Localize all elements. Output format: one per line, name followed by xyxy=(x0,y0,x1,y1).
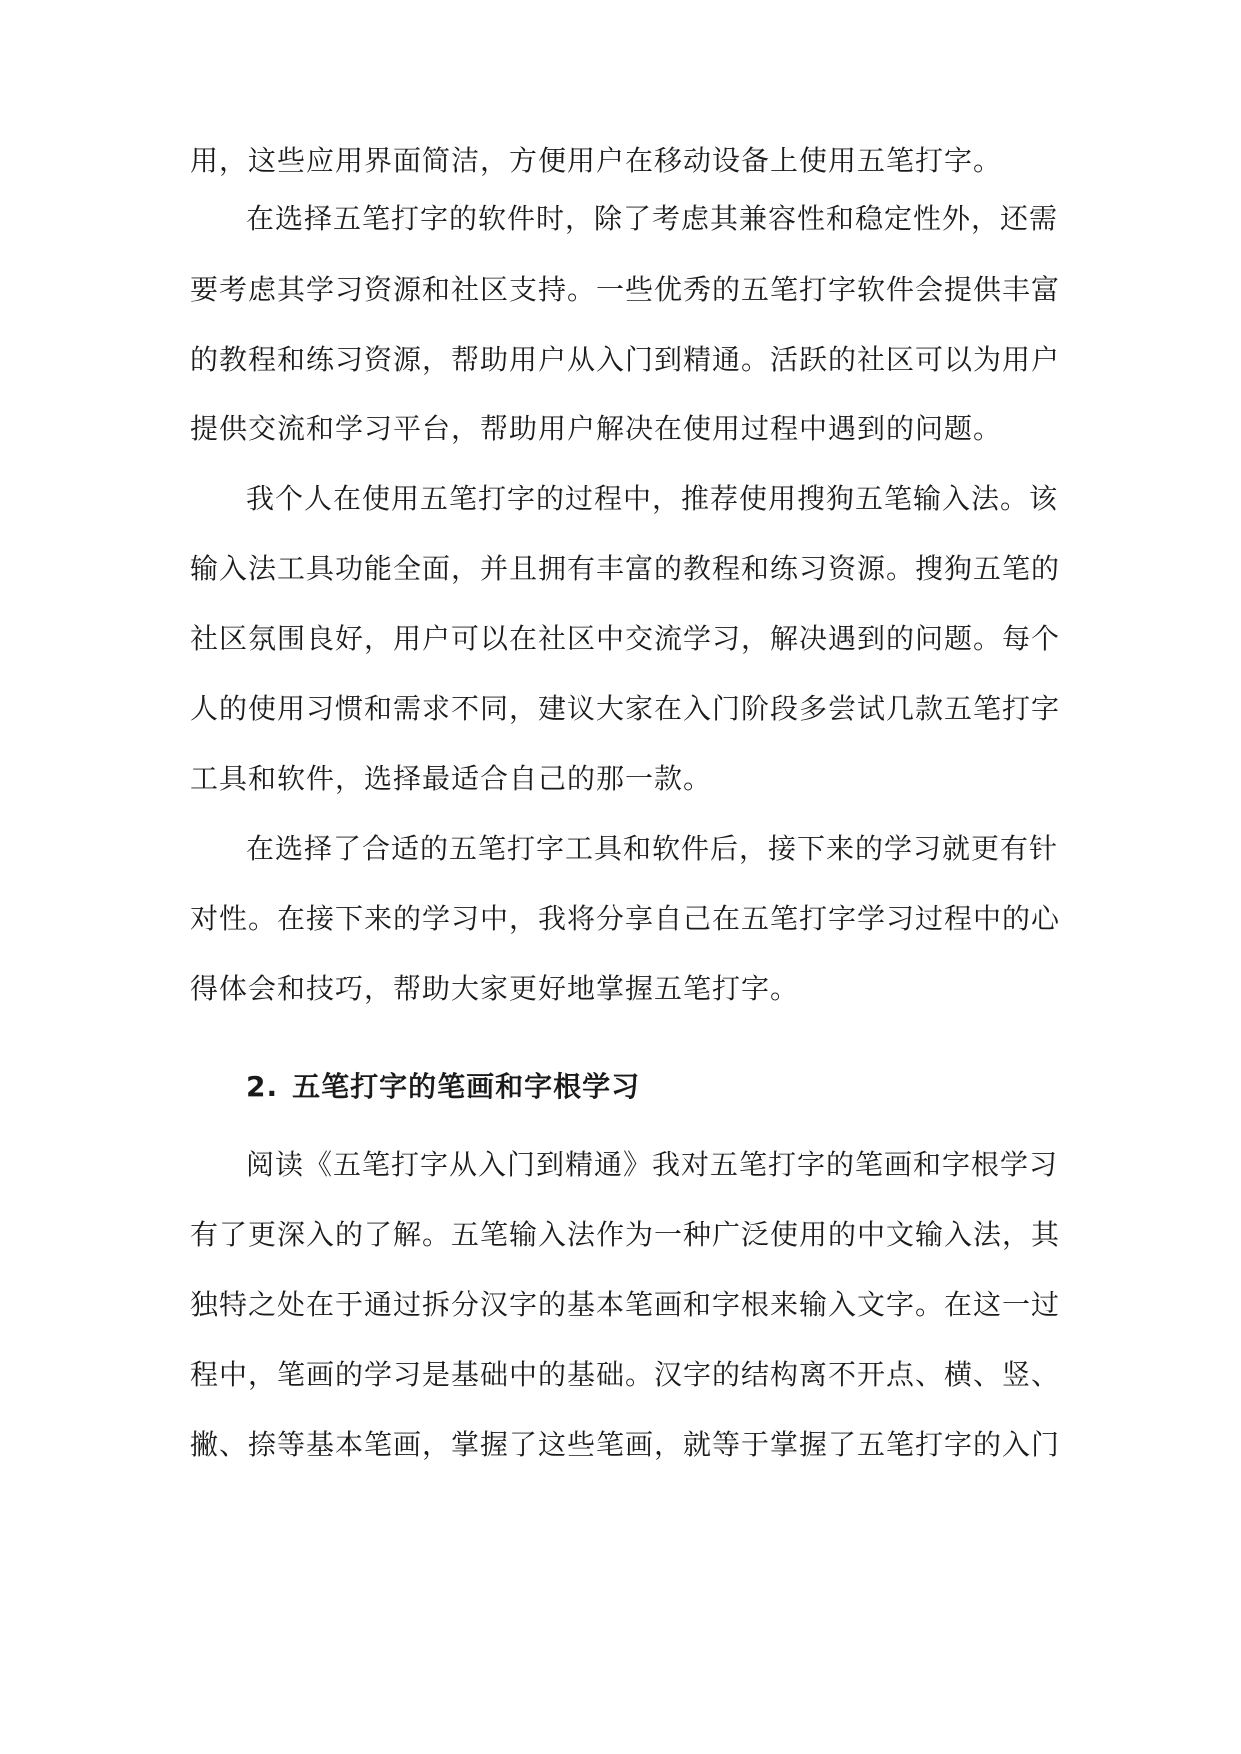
paragraph-line: 工具和软件，选择最适合自己的那一款。 xyxy=(190,762,713,795)
paragraph-line: 对性。在接下来的学习中，我将分享自己在五笔打字学习过程中的心 xyxy=(190,902,1061,935)
paragraph-line: 社区氛围良好，用户可以在社区中交流学习，解决遇到的问题。每个 xyxy=(190,622,1061,655)
paragraph-line: 在选择了合适的五笔打字工具和软件后，接下来的学习就更有针 xyxy=(246,832,1059,865)
paragraph-line: 输入法工具功能全面，并且拥有丰富的教程和练习资源。搜狗五笔的 xyxy=(190,552,1061,585)
paragraph-line: 用，这些应用界面简洁，方便用户在移动设备上使用五笔打字。 xyxy=(190,144,1003,177)
paragraph-line: 的教程和练习资源，帮助用户从入门到精通。活跃的社区可以为用户 xyxy=(190,343,1061,376)
paragraph-line: 阅读《五笔打字从入门到精通》我对五笔打字的笔画和字根学习 xyxy=(246,1148,1059,1181)
section-heading xyxy=(246,1067,640,1107)
paragraph-line: 独特之处在于通过拆分汉字的基本笔画和字根来输入文字。在这一过 xyxy=(190,1288,1061,1321)
paragraph-line: 我个人在使用五笔打字的过程中，推荐使用搜狗五笔输入法。该 xyxy=(246,482,1059,515)
section-number: 2. xyxy=(246,1070,279,1103)
paragraph-line: 提供交流和学习平台，帮助用户解决在使用过程中遇到的问题。 xyxy=(190,412,1003,445)
paragraph-line: 在选择五笔打字的软件时，除了考虑其兼容性和稳定性外，还需 xyxy=(246,202,1059,235)
paragraph-line: 要考虑其学习资源和社区支持。一些优秀的五笔打字软件会提供丰富 xyxy=(190,273,1061,306)
paragraph-line: 人的使用习惯和需求不同，建议大家在入门阶段多尝试几款五笔打字 xyxy=(190,692,1061,725)
paragraph-line: 撇、捺等基本笔画，掌握了这些笔画，就等于掌握了五笔打字的入门 xyxy=(190,1428,1061,1461)
paragraph-line: 得体会和技巧，帮助大家更好地掌握五笔打字。 xyxy=(190,972,800,1005)
section-title: 五笔打字的笔画和字根学习 xyxy=(292,1070,641,1103)
paragraph-line: 程中，笔画的学习是基础中的基础。汉字的结构离不开点、横、竖、 xyxy=(190,1358,1061,1391)
paragraph-line: 有了更深入的了解。五笔输入法作为一种广泛使用的中文输入法，其 xyxy=(190,1218,1061,1251)
